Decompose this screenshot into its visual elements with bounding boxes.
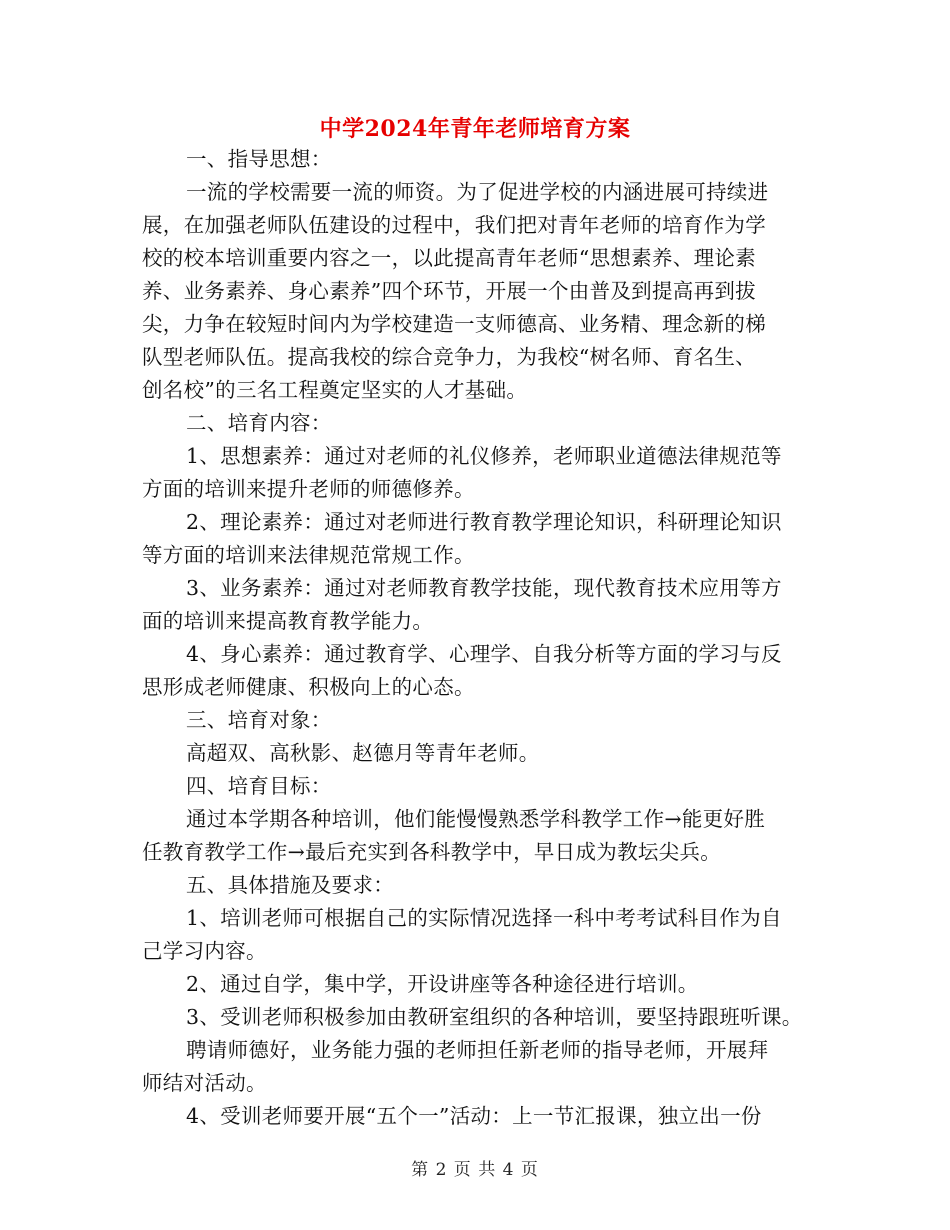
- page-number-footer: 第 2 页 共 4 页: [411, 1160, 539, 1180]
- paragraph-line: 1、思想素养：通过对老师的礼仪修养，老师职业道德法律规范等: [186, 444, 782, 468]
- paragraph-line: 1、培训老师可根据自己的实际情况选择一科中考考试科目作为自: [186, 906, 782, 930]
- paragraph-line: 3、受训老师积极参加由教研室组织的各种培训，要坚持跟班听课。: [186, 1005, 803, 1029]
- paragraph-line: 思形成老师健康、积极向上的心态。: [142, 675, 475, 699]
- paragraph-line: 等方面的培训来法律规范常规工作。: [142, 543, 475, 567]
- paragraph-line: 2、理论素养：通过对老师进行教育教学理论知识，科研理论知识: [186, 510, 782, 534]
- paragraph-line: 聘请师德好，业务能力强的老师担任新老师的指导老师，开展拜: [186, 1038, 769, 1062]
- paragraph-line: 尖，力争在较短时间内为学校建造一支师德高、业务精、理念新的梯: [142, 312, 766, 336]
- heading-training-content: 二、培育内容：: [186, 411, 332, 435]
- paragraph-line: 高超双、高秋影、赵德月等青年老师。: [186, 741, 540, 765]
- heading-guiding-thought: 一、指导思想：: [186, 147, 332, 171]
- paragraph-line: 校的校本培训重要内容之一，以此提高青年老师“思想素养、理论素: [142, 246, 756, 270]
- paragraph-line: 一流的学校需要一流的师资。为了促进学校的内涵进展可持续进: [186, 180, 769, 204]
- paragraph-line: 养、业务素养、身心素养”四个环节，开展一个由普及到提高再到拔: [142, 279, 756, 303]
- paragraph-line: 2、通过自学，集中学，开设讲座等各种途径进行培训。: [186, 972, 699, 996]
- paragraph-line: 任教育教学工作→最后充实到各科教学中，早日成为教坛尖兵。: [142, 840, 722, 864]
- heading-measures: 五、具体措施及要求：: [186, 873, 394, 897]
- paragraph-line: 方面的培训来提升老师的师德修养。: [142, 477, 475, 501]
- paragraph-line: 创名校”的三名工程奠定坚实的人才基础。: [142, 378, 528, 402]
- paragraph-line: 3、业务素养：通过对老师教育教学技能，现代教育技术应用等方: [186, 576, 782, 600]
- paragraph-line: 展，在加强老师队伍建设的过程中，我们把对青年老师的培育作为学: [142, 213, 766, 237]
- document-title: 中学2024年青年老师培育方案: [319, 116, 631, 142]
- paragraph-line: 己学习内容。: [142, 939, 267, 963]
- paragraph-line: 4、身心素养：通过教育学、心理学、自我分析等方面的学习与反: [186, 642, 782, 666]
- heading-training-goal: 四、培育目标：: [186, 774, 332, 798]
- paragraph-line: 队型老师队伍。提高我校的综合竞争力，为我校“树名师、育名生、: [142, 345, 756, 369]
- paragraph-line: 师结对活动。: [142, 1071, 267, 1095]
- paragraph-line: 通过本学期各种培训，他们能慢慢熟悉学科教学工作→能更好胜: [186, 807, 766, 831]
- paragraph-line: 4、受训老师要开展“五个一”活动：上一节汇报课，独立出一份: [186, 1104, 762, 1128]
- heading-training-target: 三、培育对象：: [186, 708, 332, 732]
- paragraph-line: 面的培训来提高教育教学能力。: [142, 609, 434, 633]
